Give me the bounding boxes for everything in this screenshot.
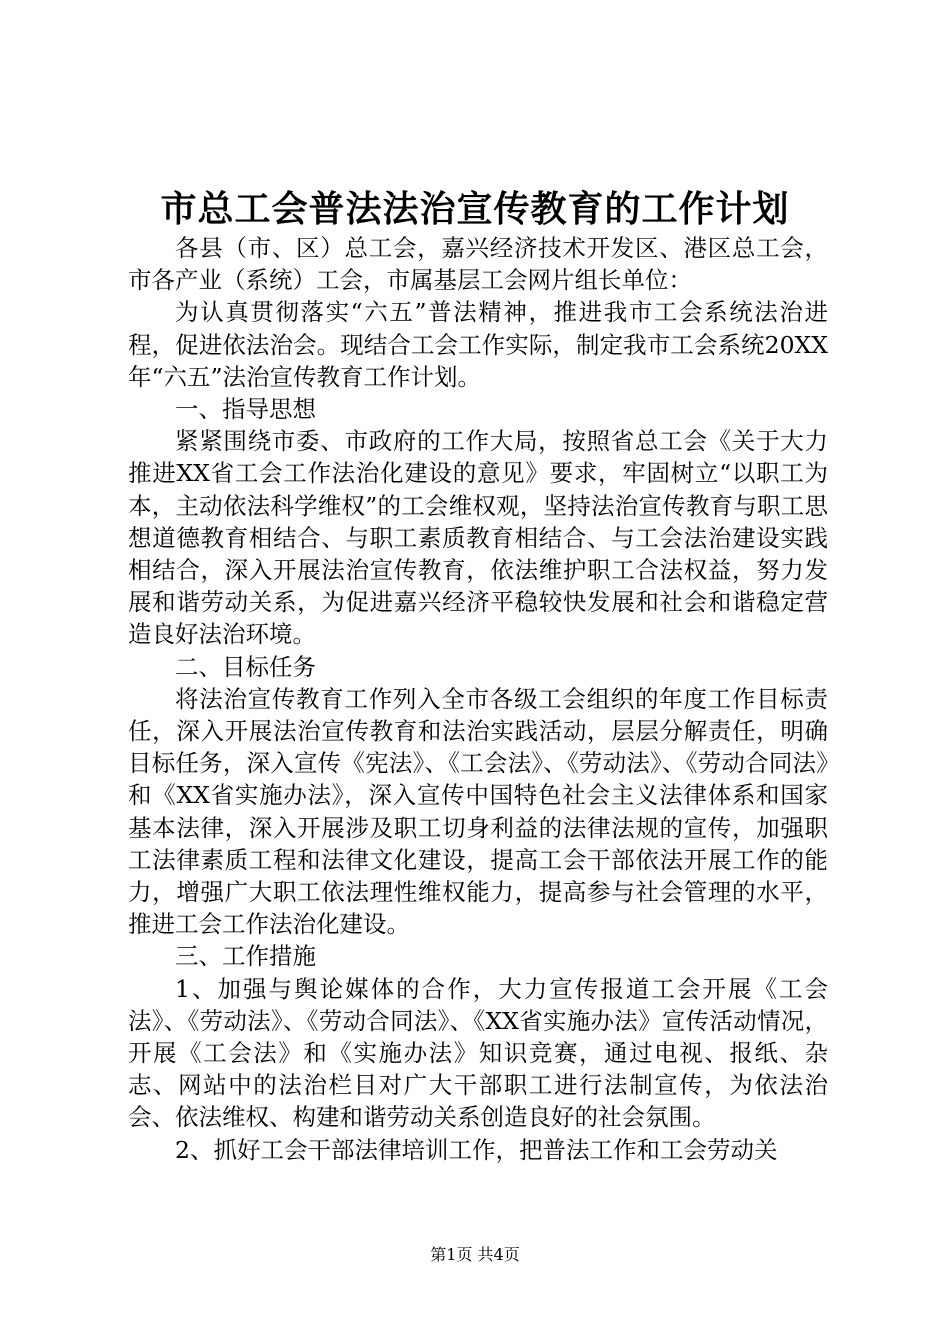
paragraph-measure-2: 2、抓好工会干部法律培训工作，把普法工作和工会劳动关 (175, 1135, 778, 1164)
paragraph-intro: 为认真贯彻落实“六五”普法精神，推进我市工会系统法治进程，促进依法治会。现结合工会工作实际，制定我市工会系统20XX年“六五”法治宣传教育工作计划。 (128, 298, 828, 391)
section-heading-measures: 三、工作措施 (175, 942, 316, 971)
paragraph-salutation: 各县（市、区）总工会，嘉兴经济技术开发区、港区总工会，市各产业（系统）工会，市属基层工会网片组长单位： (128, 234, 828, 295)
paragraph-measure-1: 1、加强与舆论媒体的合作，大力宣传报道工会开展《工会法》、《劳动法》、《劳动合同法》、《XX省实施办法》宣传活动情况，开展《工会法》和《实施办法》知识竞赛，通过电视、报纸、杂志、网站中的法治栏目对广大干部职工进行法制宣传，为依法治会、依法维权、构建和谐劳动关系创造良好的社会氛围。 (128, 974, 828, 1132)
document-title: 市总工会普法法治宣传教育的工作计划 (160, 188, 790, 230)
section-heading-guiding-thought: 一、指导思想 (175, 395, 316, 424)
page-number-footer: 第1页 共4页 (430, 1245, 520, 1264)
document-body (128, 232, 828, 1166)
paragraph-guiding-thought: 紧紧围绕市委、市政府的工作大局，按照省总工会《关于大力推进XX省工会工作法治化建设的意见》要求，牢固树立“以职工为本，主动依法科学维权”的工会维权观，坚持法治宣传教育与职工思想道德教育相结合、与职工素质教育相结合、与工会法治建设实践相结合，深入开展法治宣传教育，依法维护职工合法权益，努力发展和谐劳动关系，为促进嘉兴经济平稳较快发展和社会和谐稳定营造良好法治环境。 (128, 427, 828, 649)
section-heading-goals: 二、目标任务 (175, 652, 316, 681)
paragraph-goals: 将法治宣传教育工作列入全市各级工会组织的年度工作目标责任，深入开展法治宣传教育和法治实践活动，层层分解责任，明确目标任务，深入宣传《宪法》、《工会法》、《劳动法》、《劳动合同法》和《XX省实施办法》，深入宣传中国特色社会主义法律体系和国家基本法律，深入开展涉及职工切身利益的法律法规的宣传，加强职工法律素质工程和法律文化建设，提高工会干部依法开展工作的能力，增强广大职工依法理性维权能力，提高参与社会管理的水平，推进工会工作法治化建设。 (128, 684, 828, 939)
